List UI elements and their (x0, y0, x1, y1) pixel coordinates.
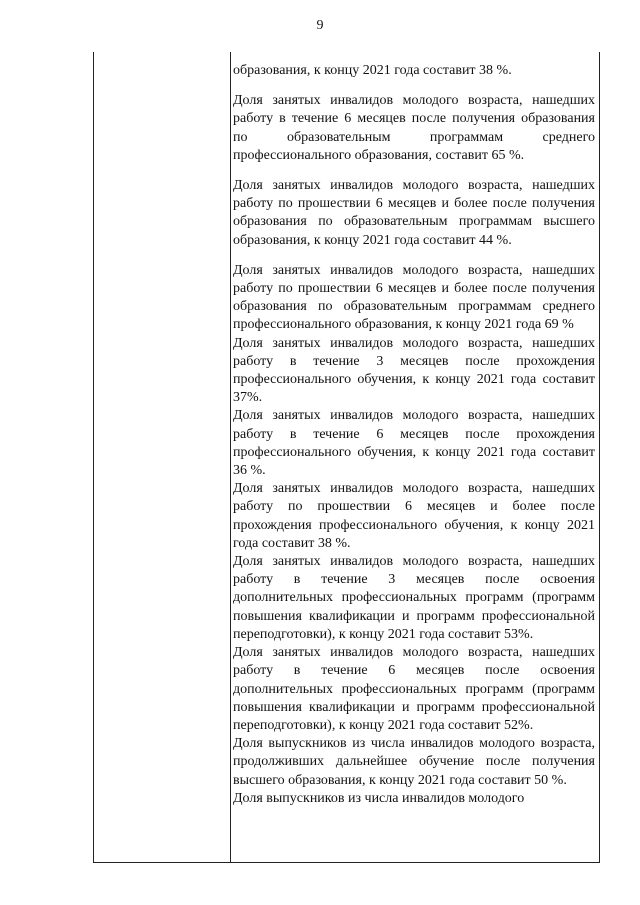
paragraph-6: Доля занятых инвалидов молодого возраста, нашедших работу в течение 6 месяцев после прохождения профессионального обучения, к концу 2021 года составит 36 %. (233, 408, 595, 479)
paragraph-3: Доля занятых инвалидов молодого возраста, нашедших работу по прошествии 6 месяцев и более после получения образования по образовательным программам высшего образования, к концу 2021 года составит 44 %. (233, 178, 595, 248)
paragraph-8: Доля занятых инвалидов молодого возраста, нашедших работу в течение 3 месяцев после освоения дополнительных профессиональных программ (программ повышения квалификации и программ профессиональной переподготовки), к концу 2021 года составит 53%. (233, 554, 595, 642)
paragraph-10: Доля выпускников из числа инвалидов молодого возраста, продолживших дальнейшее обучение после получения высшего образования, к концу 2021 года составит 50 %. (233, 736, 595, 788)
table-left-column (94, 52, 230, 862)
paragraph-4: Доля занятых инвалидов молодого возраста, нашедших работу по прошествии 6 месяцев и более после получения образования по образовательным программам среднего профессионального образования, к концу 2021 года 69 % (233, 262, 595, 333)
paragraph-1: образования, к концу 2021 года составит 38 %. (233, 63, 512, 78)
paragraph-7: Доля занятых инвалидов молодого возраста, нашедших работу по прошествии 6 месяцев и более после прохождения профессионального обучения, к концу 2021 года составит 38 %. (233, 481, 595, 551)
table-right-column (231, 52, 599, 808)
indicator-table (93, 52, 600, 863)
paragraph-2: Доля занятых инвалидов молодого возраста, нашедших работу в течение 6 месяцев после получения образования по образовательным программам среднего профессионального образования, составит 65 %. (233, 93, 595, 163)
paragraph-5: Доля занятых инвалидов молодого возраста, нашедших работу в течение 3 месяцев после прохождения профессионального обучения, к концу 2021 года составит 37%. (233, 335, 595, 406)
paragraph-9: Доля занятых инвалидов молодого возраста, нашедших работу в течение 6 месяцев после освоения дополнительных профессиональных программ (программ повышения квалификации и программ профессиональной переподготовки), к концу 2021 года составит 52%. (233, 645, 595, 733)
page-number: 9 (316, 18, 324, 33)
paragraph-11: Доля выпускников из числа инвалидов молодого (233, 790, 525, 806)
